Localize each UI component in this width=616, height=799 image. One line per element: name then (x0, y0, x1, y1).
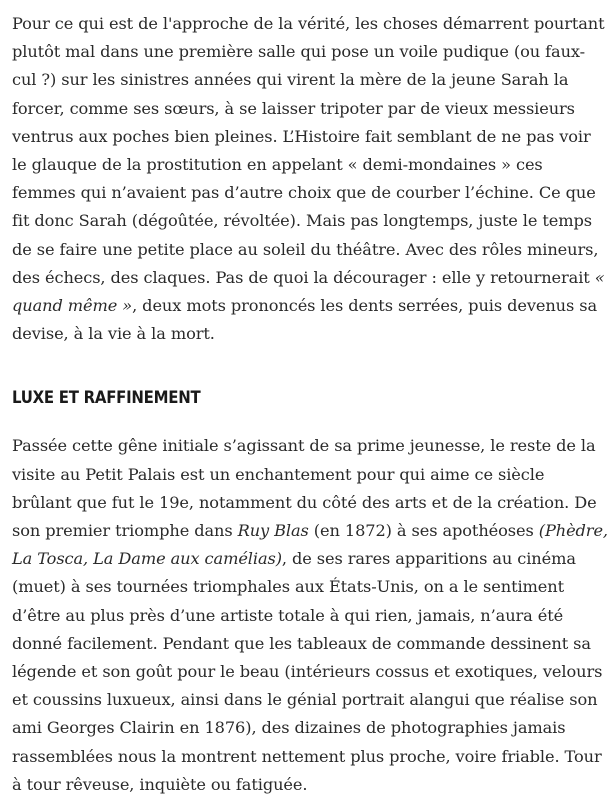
paragraph-intro-text: Pour ce qui est de l'approche de la vérité, les choses démarrent pourtant plutôt mal dans une première salle qui pose un voile pudique (ou faux-cul ?) sur les sinistres années qui virent la mère de la jeune Sarah la forcer, comme ses sœurs, à se laisser tripoter par de vieux messieurs ventrus aux poches bien pleines. L’Histoire fait semblant de ne pas voir le glauque de la prostitution en appelant « demi-mondaines » ces femmes qui n’avaient pas d’autre choix que de courber l’échine. Ce que fit donc Sarah (dégoûtée, révoltée). Mais pas longtemps, juste le temps de se faire une petite place au soleil du théâtre. Avec des rôles mineurs, des échecs, des claques. Pas de quoi la décourager : elle y retournerait (12, 14, 605, 287)
article-body (12, 10, 608, 799)
paragraph-luxe-text-2: (en 1872) à ses apothéoses (308, 521, 539, 541)
paragraph-intro-quote: « quand même » (12, 267, 605, 316)
title-plays: (Phèdre, La Tosca, La Dame aux camélias) (12, 521, 608, 569)
paragraph-intro-text-end: , deux mots prononcés les dents serrées, puis devenus sa devise, à la vie à la mort. (12, 296, 598, 344)
section-heading: LUXE ET RAFFINEMENT (12, 388, 201, 409)
paragraph-intro (12, 10, 608, 348)
title-ruy-blas: Ruy Blas (237, 521, 309, 541)
paragraph-luxe (12, 432, 608, 799)
paragraph-luxe-text: Passée cette gêne initiale s’agissant de sa prime jeunesse, le reste de la visite au Petit Palais est un enchantement pour qui aime ce siècle brûlant que fut le 19e, notamment du côté des arts et de la création. De son premier triomphe dans (12, 436, 597, 541)
paragraph-luxe-text-3: , de ses rares apparitions au cinéma (muet) à ses tournées triomphales aux États-Unis, on a le sentiment d’être au plus près d’une artiste totale à qui rien, jamais, n’aura été donné facilement. Pendant que les tableaux de commande dessinent sa légende et son goût pour le beau (intérieurs cossus et exotiques, velours et coussins luxueux, ainsi dans le génial portrait alangui que réalise son ami Georges Clairin en 1876), des dizaines de photographies jamais rassemblées nous la montrent nettement plus proche, voire friable. Tour à tour rêveuse, inquiète ou fatiguée. (12, 549, 603, 794)
